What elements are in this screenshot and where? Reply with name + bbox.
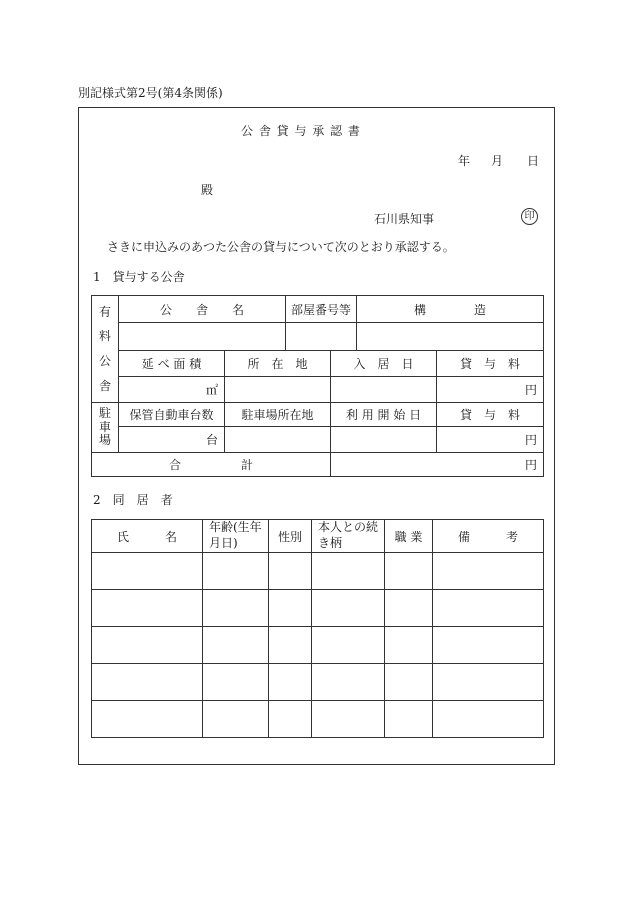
paid-char: 公	[98, 354, 111, 368]
remarks-cell[interactable]	[433, 590, 544, 627]
name-cell[interactable]	[92, 701, 203, 738]
remarks-cell[interactable]	[433, 664, 544, 701]
issuer-name: 石川県知事	[374, 212, 435, 226]
move-in-header: 入 居 日	[331, 351, 437, 377]
parking-char: 場	[98, 433, 111, 448]
housing-table	[91, 295, 544, 477]
area-unit: ㎡	[205, 383, 218, 397]
cohabitants-table	[91, 519, 544, 738]
yen-unit: 円	[525, 383, 538, 397]
rent-header: 貸 与 料	[437, 351, 544, 377]
body-text: さきに申込みのあつた公舎の貸与について次のとおり承認する。	[107, 240, 455, 254]
car-unit: 台	[205, 433, 218, 447]
age-cell[interactable]	[203, 701, 269, 738]
document-title: 公 舎 貸 与 承 認 書	[241, 124, 361, 138]
section2-heading: 2 同 居 者	[93, 493, 173, 507]
parking-rent-cell[interactable]	[437, 427, 544, 453]
date-year: 年	[458, 154, 471, 168]
floor-area-cell[interactable]	[119, 377, 225, 403]
move-in-cell[interactable]	[331, 377, 437, 403]
table-row	[92, 664, 544, 701]
yen-unit: 円	[525, 433, 538, 447]
sex-cell[interactable]	[269, 627, 312, 664]
name-cell[interactable]	[92, 627, 203, 664]
start-date-cell[interactable]	[331, 427, 437, 453]
relationship-cell[interactable]	[312, 627, 385, 664]
occupation-cell[interactable]	[385, 701, 433, 738]
seal-mark: 印	[521, 208, 538, 225]
age-cell[interactable]	[203, 553, 269, 590]
relationship-header	[312, 520, 385, 553]
age-header-line: 月日)	[209, 536, 238, 550]
paid-char: 料	[98, 329, 111, 344]
table-row	[92, 553, 544, 590]
lot-location-cell[interactable]	[225, 427, 331, 453]
remarks-header: 備 考	[433, 520, 544, 553]
car-count-cell[interactable]	[119, 427, 225, 453]
location-header: 所 在 地	[225, 351, 331, 377]
age-cell[interactable]	[203, 627, 269, 664]
location-cell[interactable]	[225, 377, 331, 403]
date-day: 日	[527, 154, 540, 168]
paid-housing-label	[92, 296, 119, 403]
sex-header: 性別	[269, 520, 312, 553]
age-cell[interactable]	[203, 590, 269, 627]
name-cell[interactable]	[92, 664, 203, 701]
floor-area-header: 延 べ 面 積	[119, 351, 225, 377]
form-id: 別記様式第2号(第4条関係)	[78, 86, 223, 100]
age-header-line: 年齢(生年	[209, 520, 262, 535]
relationship-cell[interactable]	[312, 590, 385, 627]
name-cell[interactable]	[92, 553, 203, 590]
remarks-cell[interactable]	[433, 627, 544, 664]
occupation-cell[interactable]	[385, 590, 433, 627]
parking-char: 車	[98, 419, 111, 434]
housing-name-cell[interactable]	[119, 323, 286, 351]
occupation-header: 職 業	[385, 520, 433, 553]
total-label: 合 計	[92, 453, 331, 477]
structure-header: 構 造	[357, 296, 544, 323]
remarks-cell[interactable]	[433, 553, 544, 590]
sex-cell[interactable]	[269, 590, 312, 627]
relationship-header-line: き柄	[318, 536, 343, 550]
sex-cell[interactable]	[269, 664, 312, 701]
age-cell[interactable]	[203, 664, 269, 701]
yen-unit: 円	[525, 458, 538, 472]
start-date-header: 利 用 開 始 日	[331, 403, 437, 427]
room-number-header: 部屋番号等	[286, 296, 357, 323]
relationship-cell[interactable]	[312, 553, 385, 590]
name-cell[interactable]	[92, 590, 203, 627]
table-row	[92, 590, 544, 627]
table-row	[92, 701, 544, 738]
rent-cell[interactable]	[437, 377, 544, 403]
car-count-header: 保管自動車台数	[119, 403, 225, 427]
relationship-cell[interactable]	[312, 701, 385, 738]
total-cell[interactable]	[331, 453, 544, 477]
age-header	[203, 520, 269, 553]
relationship-header-line: 本人との続	[318, 520, 379, 535]
relationship-cell[interactable]	[312, 664, 385, 701]
parking-char: 駐	[98, 405, 111, 420]
section1-heading: 1 貸与する公舎	[93, 270, 185, 284]
date-month: 月	[491, 154, 504, 168]
remarks-cell[interactable]	[433, 701, 544, 738]
paid-char: 舎	[98, 378, 111, 393]
sex-cell[interactable]	[269, 553, 312, 590]
occupation-cell[interactable]	[385, 627, 433, 664]
parking-label	[92, 403, 119, 453]
lot-location-header: 駐車場所在地	[225, 403, 331, 427]
table-row	[92, 627, 544, 664]
name-header: 氏 名	[92, 520, 203, 553]
parking-rent-header: 貸 与 料	[437, 403, 544, 427]
paid-char: 有	[98, 304, 111, 319]
housing-name-header: 公 舎 名	[119, 296, 286, 323]
occupation-cell[interactable]	[385, 553, 433, 590]
occupation-cell[interactable]	[385, 664, 433, 701]
addressee-suffix: 殿	[201, 183, 214, 197]
sex-cell[interactable]	[269, 701, 312, 738]
structure-cell[interactable]	[357, 323, 544, 351]
room-number-cell[interactable]	[286, 323, 357, 351]
